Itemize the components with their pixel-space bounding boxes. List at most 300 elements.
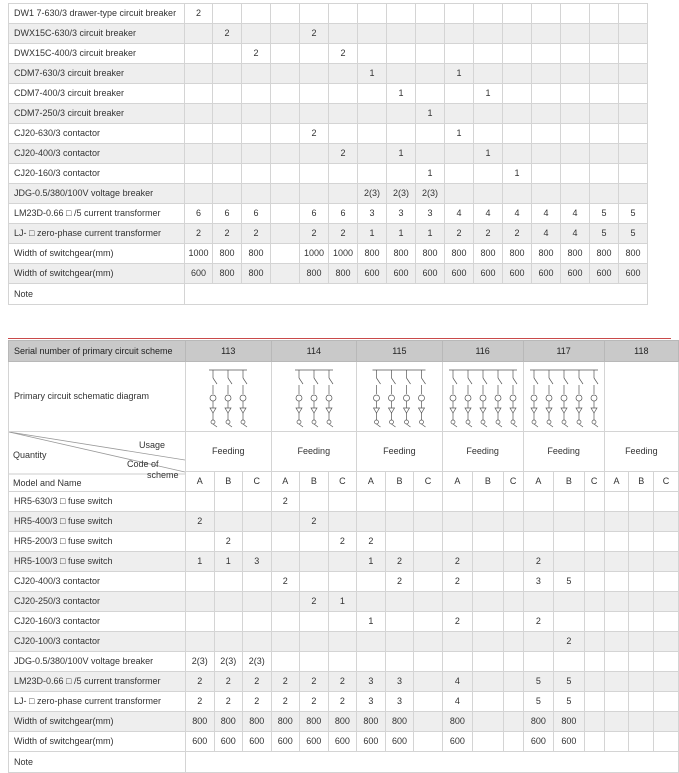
table-cell bbox=[473, 672, 504, 692]
table-cell bbox=[271, 104, 300, 124]
table-cell: 6 bbox=[242, 204, 271, 224]
quantity-header: Quantity bbox=[13, 450, 47, 460]
table-cell bbox=[445, 4, 474, 24]
table-cell bbox=[186, 532, 215, 552]
table-cell: 800 bbox=[242, 264, 271, 284]
table-cell bbox=[561, 24, 590, 44]
table-cell bbox=[185, 124, 213, 144]
serial-number-row bbox=[9, 341, 679, 362]
scheme-code-cell: B bbox=[554, 472, 585, 492]
table-cell bbox=[416, 84, 445, 104]
note-row bbox=[9, 284, 648, 305]
table-cell bbox=[629, 592, 654, 612]
circuit-schematic-icon bbox=[188, 364, 268, 430]
table-cell: 600 bbox=[532, 264, 561, 284]
table-cell bbox=[271, 124, 300, 144]
table-cell bbox=[584, 672, 604, 692]
schematic-diagram-118 bbox=[604, 362, 678, 432]
table-cell: 600 bbox=[445, 264, 474, 284]
table-cell: 800 bbox=[503, 244, 532, 264]
table-cell: 6 bbox=[185, 204, 213, 224]
table-cell bbox=[604, 692, 629, 712]
row-label: HR5-200/3 □ fuse switch bbox=[9, 532, 186, 552]
table-cell: 2(3) bbox=[358, 184, 387, 204]
table-cell: 1 bbox=[357, 552, 386, 572]
table-cell bbox=[358, 24, 387, 44]
table-cell bbox=[357, 652, 386, 672]
table-cell bbox=[416, 4, 445, 24]
table-cell: 5 bbox=[554, 672, 585, 692]
table-cell bbox=[473, 692, 504, 712]
table-cell bbox=[629, 492, 654, 512]
table-cell bbox=[357, 632, 386, 652]
table-cell bbox=[271, 244, 300, 264]
table-cell bbox=[654, 612, 679, 632]
table-cell bbox=[604, 652, 629, 672]
table-cell bbox=[473, 712, 504, 732]
table-cell bbox=[186, 572, 215, 592]
table-cell: 800 bbox=[213, 244, 242, 264]
table-cell: 2 bbox=[554, 632, 585, 652]
table-cell: 2 bbox=[213, 24, 242, 44]
table-cell bbox=[503, 64, 532, 84]
table-cell bbox=[532, 4, 561, 24]
table-cell bbox=[242, 124, 271, 144]
usage-cell: Feeding bbox=[523, 432, 604, 472]
table-cell bbox=[654, 632, 679, 652]
table-cell: 2 bbox=[442, 552, 473, 572]
table-cell bbox=[584, 692, 604, 712]
table-cell bbox=[604, 612, 629, 632]
table-cell bbox=[329, 84, 358, 104]
table-cell bbox=[300, 652, 329, 672]
table-cell: 800 bbox=[271, 712, 300, 732]
table-cell: 2 bbox=[442, 612, 473, 632]
row-label: JDG-0.5/380/100V voltage breaker bbox=[9, 184, 185, 204]
table-cell bbox=[414, 512, 442, 532]
table-cell bbox=[473, 612, 504, 632]
table-cell: 600 bbox=[300, 732, 329, 752]
usage-cell: Feeding bbox=[271, 432, 357, 472]
table-cell bbox=[629, 512, 654, 532]
table-cell bbox=[385, 492, 414, 512]
table-row bbox=[9, 64, 648, 84]
table-cell: 800 bbox=[358, 244, 387, 264]
header-diagonal-cell bbox=[9, 432, 186, 492]
table-cell bbox=[242, 24, 271, 44]
scheme-code-cell: A bbox=[442, 472, 473, 492]
table-cell bbox=[629, 612, 654, 632]
table-cell bbox=[213, 124, 242, 144]
table-cell: 3 bbox=[416, 204, 445, 224]
table-cell bbox=[604, 512, 629, 532]
table-cell: 800 bbox=[442, 712, 473, 732]
table-cell bbox=[414, 672, 442, 692]
table-cell: 800 bbox=[243, 712, 272, 732]
table-cell: 600 bbox=[590, 264, 619, 284]
table-cell: 2 bbox=[329, 44, 358, 64]
table-cell: 5 bbox=[619, 204, 648, 224]
note-label: Note bbox=[9, 284, 185, 305]
table-cell: 1000 bbox=[329, 244, 358, 264]
table-row bbox=[9, 512, 679, 532]
table-cell bbox=[523, 652, 554, 672]
table-cell bbox=[503, 84, 532, 104]
component-table-2 bbox=[8, 340, 679, 773]
table-cell bbox=[503, 552, 523, 572]
scheme-code-cell: B bbox=[473, 472, 504, 492]
table-cell bbox=[242, 64, 271, 84]
table-cell bbox=[213, 164, 242, 184]
table-cell bbox=[590, 144, 619, 164]
table-cell bbox=[328, 512, 357, 532]
usage-cell: Feeding bbox=[604, 432, 678, 472]
table-cell: 2 bbox=[328, 532, 357, 552]
table-row bbox=[9, 712, 679, 732]
table-cell bbox=[271, 612, 300, 632]
table-cell bbox=[523, 592, 554, 612]
table-cell bbox=[243, 532, 272, 552]
table-cell: 2 bbox=[329, 144, 358, 164]
table-cell: 2 bbox=[213, 224, 242, 244]
table-cell bbox=[271, 224, 300, 244]
table-cell bbox=[503, 672, 523, 692]
scheme-code-cell: B bbox=[385, 472, 414, 492]
table-cell bbox=[329, 24, 358, 44]
table-row bbox=[9, 552, 679, 572]
table-cell bbox=[561, 64, 590, 84]
table-cell: 2 bbox=[185, 4, 213, 24]
table-cell: 5 bbox=[554, 572, 585, 592]
table-cell bbox=[503, 532, 523, 552]
table-cell bbox=[654, 572, 679, 592]
table-cell bbox=[357, 492, 386, 512]
table-cell bbox=[242, 104, 271, 124]
row-label: HR5-630/3 □ fuse switch bbox=[9, 492, 186, 512]
table-cell bbox=[473, 572, 504, 592]
table-cell bbox=[554, 552, 585, 572]
table-cell: 800 bbox=[186, 712, 215, 732]
row-label: LJ- □ zero-phase current transformer bbox=[9, 224, 185, 244]
table-cell: 2 bbox=[271, 672, 300, 692]
table-cell bbox=[532, 164, 561, 184]
table-cell bbox=[271, 24, 300, 44]
note-label: Note bbox=[9, 752, 186, 773]
table-cell bbox=[532, 64, 561, 84]
table-cell bbox=[358, 144, 387, 164]
table-cell bbox=[185, 144, 213, 164]
table-cell bbox=[213, 104, 242, 124]
table-row bbox=[9, 184, 648, 204]
table-cell bbox=[300, 532, 329, 552]
table-row bbox=[9, 204, 648, 224]
table-cell bbox=[300, 552, 329, 572]
table-cell: 2(3) bbox=[416, 184, 445, 204]
scheme-code-cell: A bbox=[523, 472, 554, 492]
table-cell: 800 bbox=[416, 244, 445, 264]
table-cell: 1000 bbox=[185, 244, 213, 264]
table-cell: 600 bbox=[358, 264, 387, 284]
scheme-code-cell: C bbox=[654, 472, 679, 492]
usage-header: Usage bbox=[139, 440, 166, 450]
table-cell bbox=[561, 164, 590, 184]
table-cell bbox=[554, 492, 585, 512]
table-row bbox=[9, 672, 679, 692]
table-cell: 2 bbox=[185, 224, 213, 244]
table-cell: 4 bbox=[442, 672, 473, 692]
table-cell bbox=[358, 124, 387, 144]
table-cell: 1 bbox=[445, 64, 474, 84]
usage-cell: Feeding bbox=[442, 432, 523, 472]
table-cell bbox=[416, 24, 445, 44]
table-cell bbox=[300, 632, 329, 652]
table-cell bbox=[387, 44, 416, 64]
table-cell: 2 bbox=[186, 512, 215, 532]
table-cell bbox=[503, 632, 523, 652]
table-cell bbox=[554, 532, 585, 552]
row-label: CJ20-630/3 contactor bbox=[9, 124, 185, 144]
table-cell bbox=[474, 64, 503, 84]
schematic-diagram-117 bbox=[523, 362, 604, 432]
table-cell bbox=[300, 84, 329, 104]
table-cell bbox=[445, 144, 474, 164]
table-cell: 4 bbox=[442, 692, 473, 712]
table-cell bbox=[414, 732, 442, 752]
table-cell bbox=[584, 592, 604, 612]
table-cell: 600 bbox=[271, 732, 300, 752]
table-cell: 2 bbox=[523, 612, 554, 632]
table-cell bbox=[532, 144, 561, 164]
table-cell: 2 bbox=[385, 572, 414, 592]
table-cell: 600 bbox=[185, 264, 213, 284]
table-cell bbox=[654, 492, 679, 512]
table-cell bbox=[214, 512, 243, 532]
table-cell bbox=[473, 492, 504, 512]
table-cell: 2(3) bbox=[243, 652, 272, 672]
table-cell bbox=[442, 492, 473, 512]
table-cell: 800 bbox=[474, 244, 503, 264]
table-cell bbox=[473, 652, 504, 672]
table-cell: 600 bbox=[561, 264, 590, 284]
table-cell: 600 bbox=[243, 732, 272, 752]
table-cell bbox=[329, 124, 358, 144]
usage-cell: Feeding bbox=[357, 432, 443, 472]
table-cell bbox=[503, 44, 532, 64]
table-cell: 2 bbox=[328, 672, 357, 692]
table-cell bbox=[271, 44, 300, 64]
row-label: CDM7-250/3 circuit breaker bbox=[9, 104, 185, 124]
table-cell bbox=[474, 44, 503, 64]
table-cell: 3 bbox=[523, 572, 554, 592]
table-cell bbox=[214, 632, 243, 652]
table-cell bbox=[414, 492, 442, 512]
table-cell bbox=[414, 592, 442, 612]
table-cell bbox=[271, 144, 300, 164]
table-cell bbox=[604, 552, 629, 572]
table-cell: 5 bbox=[619, 224, 648, 244]
table-row bbox=[9, 652, 679, 672]
table-cell bbox=[357, 592, 386, 612]
table-cell bbox=[619, 184, 648, 204]
table-cell: 800 bbox=[554, 712, 585, 732]
table-cell bbox=[561, 44, 590, 64]
table-cell: 4 bbox=[503, 204, 532, 224]
table-cell bbox=[442, 592, 473, 612]
table-cell bbox=[185, 184, 213, 204]
table-cell bbox=[590, 84, 619, 104]
table-cell: 1 bbox=[358, 64, 387, 84]
table-cell bbox=[416, 64, 445, 84]
table-cell: 2 bbox=[186, 692, 215, 712]
table-cell bbox=[328, 572, 357, 592]
table-cell bbox=[584, 632, 604, 652]
table-cell bbox=[185, 164, 213, 184]
table-cell bbox=[300, 104, 329, 124]
table-cell bbox=[654, 672, 679, 692]
table-row bbox=[9, 532, 679, 552]
table-cell: 800 bbox=[523, 712, 554, 732]
table-cell bbox=[242, 184, 271, 204]
table-cell bbox=[385, 532, 414, 552]
table-cell bbox=[629, 712, 654, 732]
table-cell bbox=[503, 732, 523, 752]
table-cell bbox=[654, 552, 679, 572]
table-cell bbox=[584, 532, 604, 552]
table-cell bbox=[214, 572, 243, 592]
table-cell: 1 bbox=[474, 84, 503, 104]
table-cell: 2 bbox=[503, 224, 532, 244]
row-label: CDM7-400/3 circuit breaker bbox=[9, 84, 185, 104]
table-cell bbox=[503, 512, 523, 532]
table-cell bbox=[414, 652, 442, 672]
note-content bbox=[185, 284, 648, 305]
scheme-code-cell: A bbox=[604, 472, 629, 492]
table-cell bbox=[213, 64, 242, 84]
table-row bbox=[9, 492, 679, 512]
table-cell bbox=[387, 124, 416, 144]
table-row bbox=[9, 24, 648, 44]
row-label: HR5-400/3 □ fuse switch bbox=[9, 512, 186, 532]
table-cell bbox=[619, 4, 648, 24]
table-cell bbox=[629, 732, 654, 752]
scheme-number: 118 bbox=[604, 341, 678, 362]
table-cell bbox=[629, 572, 654, 592]
table-cell bbox=[654, 512, 679, 532]
table-cell bbox=[414, 572, 442, 592]
table-cell bbox=[300, 164, 329, 184]
table-cell: 800 bbox=[445, 244, 474, 264]
note-row bbox=[9, 752, 679, 773]
table-cell bbox=[271, 552, 300, 572]
table-cell: 600 bbox=[387, 264, 416, 284]
table-cell bbox=[474, 124, 503, 144]
table-cell: 800 bbox=[590, 244, 619, 264]
table-cell bbox=[503, 652, 523, 672]
table-cell: 2 bbox=[445, 224, 474, 244]
table-cell bbox=[329, 4, 358, 24]
row-label: HR5-100/3 □ fuse switch bbox=[9, 552, 186, 572]
scheme-code-cell: C bbox=[503, 472, 523, 492]
table-cell bbox=[442, 632, 473, 652]
table-cell bbox=[271, 632, 300, 652]
table-cell: 800 bbox=[532, 244, 561, 264]
table-cell: 2 bbox=[300, 512, 329, 532]
table-cell bbox=[358, 4, 387, 24]
table-cell: 600 bbox=[442, 732, 473, 752]
table-cell bbox=[654, 732, 679, 752]
schematic-diagram-113 bbox=[186, 362, 272, 432]
table-cell bbox=[213, 44, 242, 64]
table-cell: 1 bbox=[387, 144, 416, 164]
table-cell bbox=[584, 572, 604, 592]
scheme-number: 113 bbox=[186, 341, 272, 362]
table-cell: 600 bbox=[416, 264, 445, 284]
table-row bbox=[9, 104, 648, 124]
table-cell bbox=[185, 104, 213, 124]
scheme-number: 115 bbox=[357, 341, 443, 362]
schematic-diagram-116 bbox=[442, 362, 523, 432]
table-cell: 5 bbox=[554, 692, 585, 712]
table-cell bbox=[214, 612, 243, 632]
table-cell bbox=[300, 184, 329, 204]
table-cell bbox=[271, 512, 300, 532]
scheme-number: 116 bbox=[442, 341, 523, 362]
table-cell: 2(3) bbox=[214, 652, 243, 672]
table-cell bbox=[532, 84, 561, 104]
table-cell: 2 bbox=[242, 44, 271, 64]
table-cell: 2 bbox=[242, 224, 271, 244]
table-row bbox=[9, 592, 679, 612]
table-cell: 2 bbox=[300, 592, 329, 612]
table-cell bbox=[271, 204, 300, 224]
table-cell bbox=[654, 592, 679, 612]
table-cell bbox=[442, 532, 473, 552]
table-cell bbox=[243, 612, 272, 632]
table-cell bbox=[604, 732, 629, 752]
table-cell bbox=[554, 612, 585, 632]
table-cell bbox=[271, 64, 300, 84]
table-cell bbox=[604, 572, 629, 592]
table-cell bbox=[271, 652, 300, 672]
table-cell: 600 bbox=[503, 264, 532, 284]
table-row bbox=[9, 612, 679, 632]
scheme-header: scheme bbox=[147, 470, 179, 480]
table-cell bbox=[243, 512, 272, 532]
table-cell bbox=[604, 712, 629, 732]
table-cell bbox=[185, 44, 213, 64]
table-cell bbox=[532, 124, 561, 144]
table-cell bbox=[554, 592, 585, 612]
table-cell bbox=[445, 104, 474, 124]
table-cell bbox=[590, 24, 619, 44]
row-label: CJ20-250/3 contactor bbox=[9, 592, 186, 612]
schematic-diagram-115 bbox=[357, 362, 443, 432]
row-label: CJ20-100/3 contactor bbox=[9, 632, 186, 652]
row-label: CJ20-400/3 contactor bbox=[9, 572, 186, 592]
table-cell bbox=[214, 592, 243, 612]
table-cell bbox=[385, 632, 414, 652]
table-cell bbox=[416, 144, 445, 164]
table-cell: 6 bbox=[300, 204, 329, 224]
table-cell bbox=[414, 712, 442, 732]
scheme-code-cell: A bbox=[357, 472, 386, 492]
table-cell bbox=[300, 612, 329, 632]
table-cell: 800 bbox=[561, 244, 590, 264]
table-cell bbox=[584, 732, 604, 752]
row-label: CDM7-630/3 circuit breaker bbox=[9, 64, 185, 84]
table-cell bbox=[387, 64, 416, 84]
table-cell bbox=[532, 24, 561, 44]
